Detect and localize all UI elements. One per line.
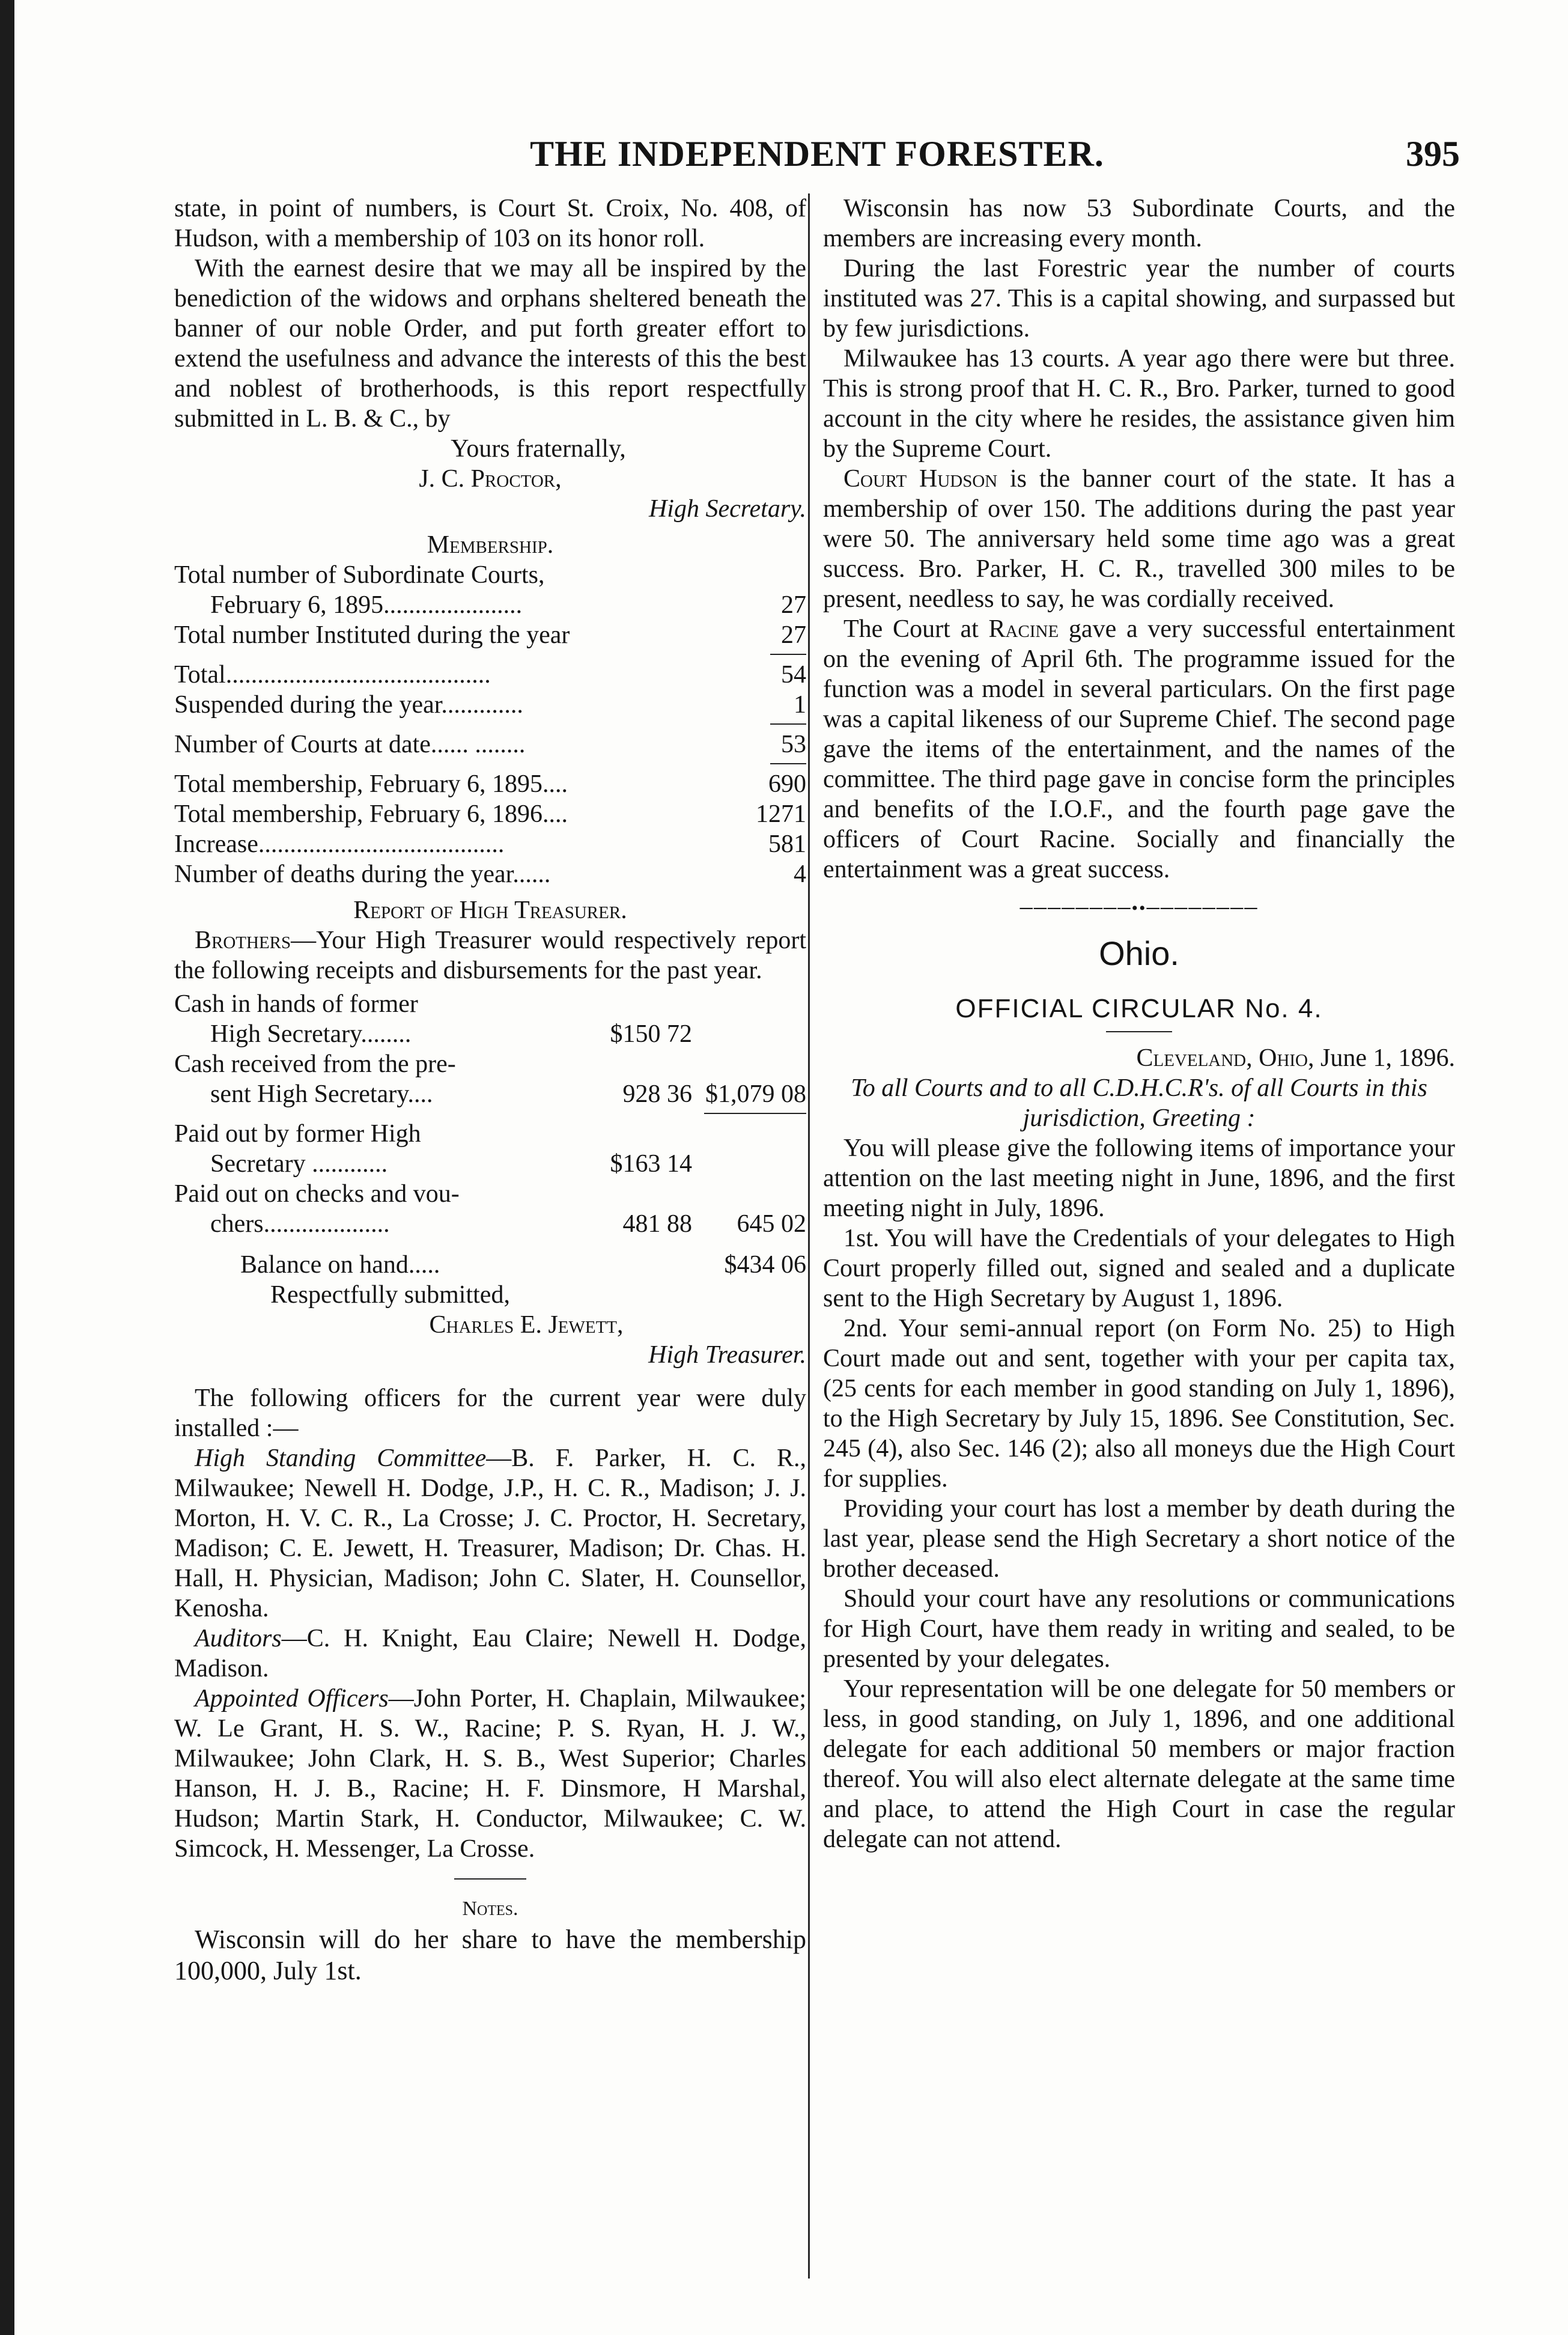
signer-name: J. C. Proctor, bbox=[419, 465, 562, 493]
table-row bbox=[174, 829, 806, 859]
respectfully: Respectfully submitted, bbox=[270, 1281, 510, 1309]
row-value: 27 bbox=[781, 591, 806, 619]
row-value: 1271 bbox=[756, 800, 806, 828]
paragraph: You will please give the following items of importance your attention on the last meeting night in June, 1896, and the first meeting night in July, 1896. bbox=[823, 1134, 1455, 1222]
treasurer-title: High Treasurer. bbox=[648, 1341, 806, 1369]
paragraph: With the earnest desire that we may all be inspired by the benediction of the widows and orphans sheltered beneath the banner of our noble Order, and put forth greater effort to extend the usefulness and advance the interests of this the best and noblest of brotherhoods, is this report respectfully submitted in L. B. & C., by bbox=[174, 255, 806, 433]
table-row bbox=[174, 620, 806, 650]
section-rule bbox=[454, 1878, 526, 1880]
table-row bbox=[174, 799, 806, 829]
account-amount bbox=[590, 1119, 692, 1149]
account-label: Cash received from the pre- bbox=[174, 1050, 456, 1078]
membership-table bbox=[174, 560, 806, 889]
account-amount bbox=[590, 1179, 692, 1209]
paragraph-text: is the banner court of the state. It has a membership of over 150. The additions during the past year were 50. The anniversary held some time ago was a great success. Bro. Parker, H. C. R., travelled 300 miles to be present, needless to say, he was cordially received. bbox=[823, 465, 1455, 613]
account-total bbox=[692, 1119, 806, 1149]
balance-row bbox=[174, 1250, 806, 1280]
dateline-date: June 1, 1896. bbox=[1320, 1044, 1455, 1072]
page-number: 395 bbox=[1406, 134, 1460, 174]
account-amount: 928 36 bbox=[622, 1080, 692, 1108]
appointed-label: Appointed Officers bbox=[195, 1685, 389, 1712]
account-row bbox=[174, 1119, 806, 1149]
paragraph bbox=[823, 614, 1455, 884]
row-label: February 6, 1895...................... bbox=[210, 591, 523, 619]
auditors-label: Auditors bbox=[195, 1625, 282, 1652]
balance-value: $434 06 bbox=[724, 1251, 806, 1279]
dateline bbox=[823, 1043, 1455, 1073]
table-row bbox=[174, 729, 806, 760]
paragraph bbox=[823, 464, 1455, 614]
account-amount bbox=[590, 989, 692, 1019]
paragraph: Providing your court has lost a member by death during the last year, please send the High Secretary a short notice of the brother deceased. bbox=[823, 1495, 1455, 1583]
table-row bbox=[174, 660, 806, 690]
notes-heading: Notes. bbox=[462, 1898, 518, 1920]
row-value: 581 bbox=[768, 830, 806, 858]
account-total bbox=[692, 1019, 806, 1049]
row-value: 690 bbox=[768, 770, 806, 798]
circular-heading: OFFICIAL CIRCULAR No. 4. bbox=[955, 994, 1323, 1023]
row-label: Total.......................................... bbox=[174, 661, 491, 689]
row-value: 53 bbox=[781, 731, 806, 758]
table-row bbox=[174, 769, 806, 799]
treasurer-name: Charles E. Jewett, bbox=[429, 1311, 624, 1339]
salutation: To all Courts and to all C.D.H.C.R's. of all Courts in this jurisdiction, Greeting : bbox=[851, 1074, 1427, 1132]
dateline-place: Cleveland, Ohio, bbox=[1136, 1044, 1314, 1072]
account-total bbox=[692, 989, 806, 1019]
paragraph-text: gave a very successful entertainment on the evening of April 6th. The programme issued for the function was a model in several particulars. On the first page was a capital likeness of our Supreme Chief. The second page gave the items of the entertainment, and the names of the committee. The third page gave in concise form the principles and benefits of the I.O.F., and the fourth page gave the officers of Court Racine. Socially and financially the entertainment was a great success. bbox=[823, 615, 1455, 883]
row-label: Total number Instituted during the year bbox=[174, 621, 570, 649]
paragraph-text: The Court at bbox=[843, 615, 989, 643]
paragraph: Wisconsin has now 53 Subordinate Courts, and the members are increasing every month. bbox=[823, 195, 1455, 252]
table-row bbox=[174, 560, 806, 590]
balance-label: Balance on hand..... bbox=[240, 1251, 440, 1279]
sum-rule bbox=[704, 1113, 806, 1114]
auditors-text: —C. H. Knight, Eau Claire; Newell H. Dodge, Madison. bbox=[174, 1625, 806, 1682]
account-total: $1,079 08 bbox=[705, 1080, 806, 1108]
closing: Yours fraternally, bbox=[451, 435, 626, 463]
row-value: 54 bbox=[781, 661, 806, 689]
row-label: Total membership, February 6, 1896.... bbox=[174, 800, 568, 828]
account-amount: 481 88 bbox=[622, 1210, 692, 1238]
membership-heading: Membership. bbox=[427, 531, 554, 559]
running-title: THE INDEPENDENT FORESTER. bbox=[530, 134, 1104, 174]
row-label: Total number of Subordinate Courts, bbox=[174, 561, 545, 589]
table-row bbox=[174, 859, 806, 889]
account-row bbox=[174, 1149, 806, 1179]
account-label: Paid out by former High bbox=[174, 1120, 421, 1148]
paragraph: state, in point of numbers, is Court St. Croix, No. 408, of Hudson, with a membership of 103 on its honor roll. bbox=[174, 195, 806, 252]
paragraph bbox=[174, 1443, 806, 1624]
officers-text: —B. F. Parker, H. C. R., Milwaukee; Newell H. Dodge, J.P., H. C. R., Madison; J. J. Morton, H. V. C. R., La Crosse; J. C. Proctor, H. Secretary, Madison; C. E. Jewett, H. Treasurer, Madison; Dr. Chas. H. Hall, H. Physician, Madison; John C. Slater, H. Counsellor, Kenosha. bbox=[174, 1445, 806, 1622]
paragraph: Wisconsin will do her share to have the membership 100,000, July 1st. bbox=[174, 1925, 806, 1985]
account-row bbox=[174, 989, 806, 1019]
account-label: sent High Secretary.... bbox=[210, 1080, 433, 1108]
sum-rule bbox=[770, 763, 806, 764]
column-divider bbox=[808, 193, 810, 2279]
account-row bbox=[174, 1079, 806, 1109]
account-label: High Secretary........ bbox=[210, 1020, 412, 1048]
account-amount: $163 14 bbox=[610, 1150, 692, 1178]
account-total bbox=[692, 1049, 806, 1079]
page-binding-edge bbox=[0, 0, 14, 2335]
paragraph: Your representation will be one delegate for 50 members or less, in good standing, on July 1, 1896, and one additional delegate for each additional 50 members or major fraction thereof. You will also elect alternate delegate at the same time and place, to attend the High Court in case the regular delegate can not attend. bbox=[823, 1675, 1455, 1853]
paragraph bbox=[174, 1684, 806, 1864]
state-heading: Ohio. bbox=[1099, 934, 1179, 972]
row-label: Suspended during the year............. bbox=[174, 691, 523, 719]
paragraph: 1st. You will have the Credentials of your delegates to High Court properly filled out, signed and sealed and a duplicate sent to the High Secretary by August 1, 1896. bbox=[823, 1225, 1455, 1312]
account-amount bbox=[590, 1049, 692, 1079]
row-value: 27 bbox=[781, 621, 806, 649]
row-value: 4 bbox=[794, 860, 806, 888]
paragraph bbox=[174, 1624, 806, 1684]
lead-word: Brothers bbox=[195, 927, 291, 954]
account-label: Paid out on checks and vou- bbox=[174, 1180, 460, 1208]
table-row bbox=[174, 590, 806, 620]
ornamental-rule: ────────••──────── bbox=[1020, 898, 1259, 918]
paragraph: The following officers for the current year were duly installed :— bbox=[174, 1384, 806, 1442]
account-row bbox=[174, 1019, 806, 1049]
account-total: 645 02 bbox=[737, 1210, 806, 1238]
account-label: Cash in hands of former bbox=[174, 990, 418, 1018]
paragraph bbox=[174, 925, 806, 985]
table-row bbox=[174, 690, 806, 720]
page-header bbox=[174, 133, 1460, 175]
row-label: Number of Courts at date...... ........ bbox=[174, 731, 526, 758]
left-column bbox=[174, 193, 806, 1986]
account-row bbox=[174, 1179, 806, 1209]
account-amount: $150 72 bbox=[610, 1020, 692, 1048]
signer-title: High Secretary. bbox=[648, 495, 806, 523]
row-label: Increase....................................... bbox=[174, 830, 505, 858]
section-rule bbox=[1106, 1031, 1172, 1032]
paragraph: Should your court have any resolutions or communications for High Court, have them ready in writing and sealed, to be presented by your delegates. bbox=[823, 1585, 1455, 1673]
right-column bbox=[823, 193, 1455, 1854]
paragraph: Milwaukee has 13 courts. A year ago there were but three. This is strong proof that H. C. R., Bro. Parker, turned to good account in the city where he resides, the assistance given him by the Supreme Court. bbox=[823, 345, 1455, 463]
account-total bbox=[692, 1149, 806, 1179]
row-label: Total membership, February 6, 1895.... bbox=[174, 770, 568, 798]
account-row bbox=[174, 1209, 806, 1239]
account-label: Secretary ............ bbox=[210, 1150, 388, 1178]
account-label: chers.................... bbox=[210, 1210, 390, 1238]
officers-label: High Standing Committee bbox=[195, 1445, 487, 1472]
lead-word: Racine bbox=[988, 615, 1059, 643]
appointed-text: —John Porter, H. Chaplain, Milwaukee; W. Le Grant, H. S. W., Racine; P. S. Ryan, H. J. W., Milwaukee; John Clark, H. S. B., West Superior; Charles Hanson, H. J. B., Racine; H. F. Dinsmore, H Marshal, Hudson; Martin Stark, H. Conductor, Milwaukee; C. W. Simcock, H. Messenger, La Crosse. bbox=[174, 1685, 806, 1863]
accounts-table bbox=[174, 989, 806, 1239]
row-value: 1 bbox=[794, 691, 806, 719]
row-label: Number of deaths during the year...... bbox=[174, 860, 551, 888]
account-row bbox=[174, 1049, 806, 1079]
lead-word: Court Hudson bbox=[843, 465, 998, 493]
paragraph: During the last Forestric year the number of courts instituted was 27. This is a capital showing, and surpassed but by few jurisdictions. bbox=[823, 255, 1455, 342]
account-total bbox=[692, 1179, 806, 1209]
treasurer-heading: Report of High Treasurer. bbox=[353, 897, 627, 924]
sum-rule bbox=[770, 654, 806, 655]
sum-rule bbox=[770, 723, 806, 725]
treasurer-intro: —Your High Treasurer would respectively report the following receipts and disbursements for the past year. bbox=[174, 927, 806, 984]
row-value bbox=[740, 560, 806, 590]
paragraph: 2nd. Your semi-annual report (on Form No. 25) to High Court made out and sent, together with your per capita tax, (25 cents for each member in good standing on July 1, 1896), to the High Secretary by July 15, 1896. See Constitution, Sec. 245 (4), also Sec. 146 (2); also all moneys due the High Court for supplies. bbox=[823, 1315, 1455, 1493]
